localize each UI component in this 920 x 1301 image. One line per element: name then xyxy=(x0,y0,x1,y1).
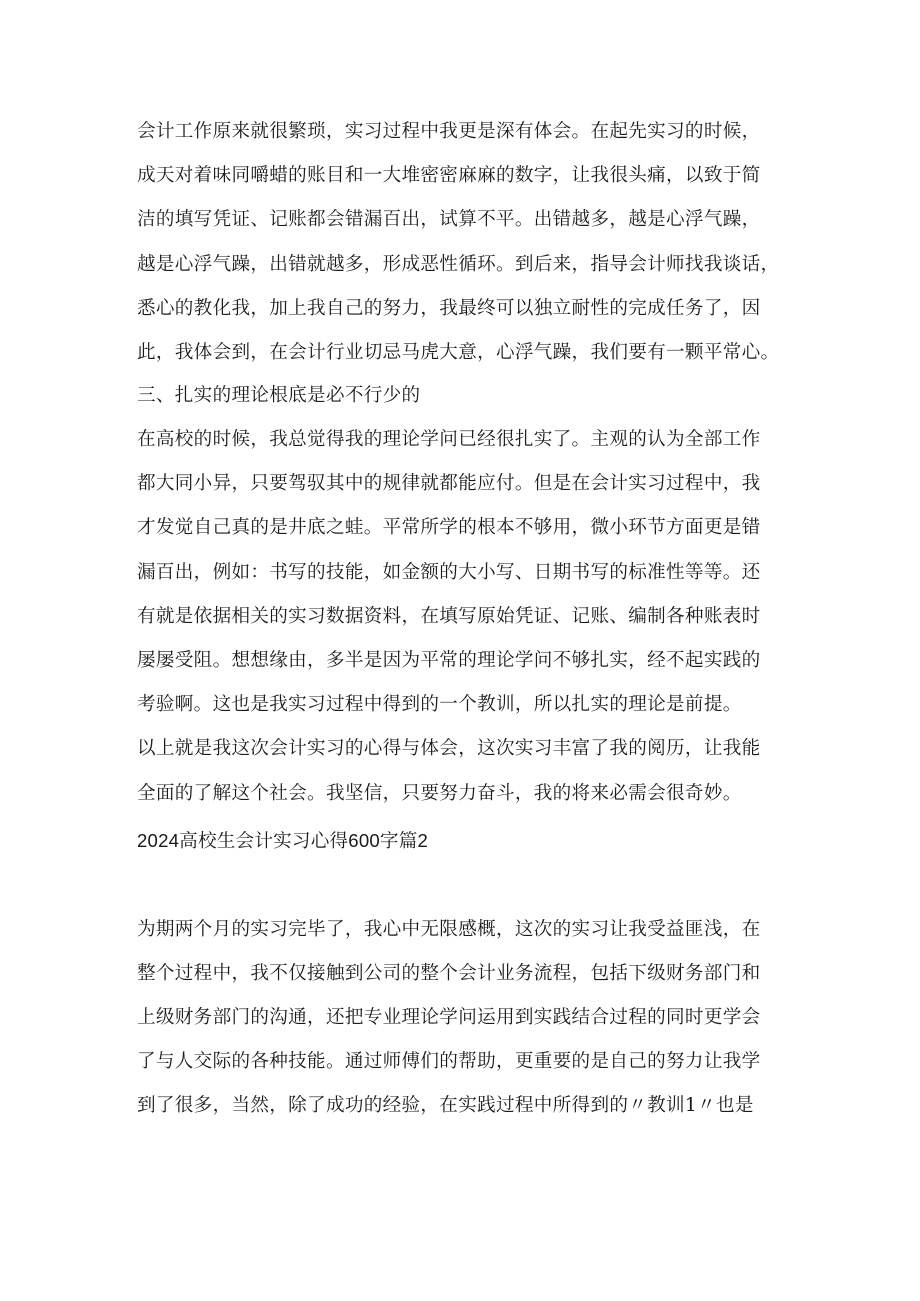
paragraph-line: 越是心浮气躁，出错就越多，形成恶性循环。到后来，指导会计师找我谈话， xyxy=(137,254,780,275)
paragraph-line: 在高校的时候，我总觉得我的理论学问已经很扎实了。主观的认为全部工作 xyxy=(137,429,761,450)
paragraph-line: 成天对着味同嚼蜡的账目和一大堆密密麻麻的数字，让我很头痛，以致于简 xyxy=(137,165,761,186)
paragraph-line: 整个过程中，我不仅接触到公司的整个会计业务流程，包括下级财务部门和 xyxy=(137,963,761,984)
paragraph-line: 到了很多，当然，除了成功的经验，在实践过程中所得到的〃教训1〃也是 xyxy=(137,1095,754,1116)
paragraph-line: 漏百出，例如：书写的技能，如金额的大小写、日期书写的标准性等等。还 xyxy=(137,562,761,583)
document-heading: 2024高校生会计实习心得600字篇2 xyxy=(137,830,429,851)
paragraph-line: 都大同小异，只要驾驭其中的规律就都能应付。但是在会计实习过程中，我 xyxy=(137,473,761,494)
paragraph-line: 屡屡受阻。想想缘由，多半是因为平常的理论学问不够扎实，经不起实践的 xyxy=(137,650,761,671)
paragraph-line: 有就是依据相关的实习数据资料，在填写原始凭证、记账、编制各种账表时 xyxy=(137,606,761,627)
paragraph-line: 洁的填写凭证、记账都会错漏百出，试算不平。出错越多，越是心浮气躁， xyxy=(137,209,761,230)
paragraph-line: 会计工作原来就很繁琐，实习过程中我更是深有体会。在起先实习的时候， xyxy=(137,121,761,142)
paragraph-line: 以上就是我这次会计实习的心得与体会，这次实习丰富了我的阅历，让我能 xyxy=(137,738,761,759)
paragraph-line: 此，我体会到，在会计行业切忌马虎大意，心浮气躁，我们要有一颗平常心。 xyxy=(137,342,780,363)
paragraph-line: 了与人交际的各种技能。通过师傅们的帮助，更重要的是自己的努力让我学 xyxy=(137,1051,761,1072)
paragraph-line: 考验啊。这也是我实习过程中得到的一个教训，所以扎实的理论是前提。 xyxy=(137,694,742,715)
paragraph-line: 上级财务部门的沟通，还把专业理论学问运用到实践结合过程的同时更学会 xyxy=(137,1007,761,1028)
paragraph-line: 才发觉自己真的是井底之蛙。平常所学的根本不够用，微小环节方面更是错 xyxy=(137,517,761,538)
section-heading: 三、扎实的理论根底是必不行少的 xyxy=(137,385,421,406)
paragraph-line: 为期两个月的实习完毕了，我心中无限感概，这次的实习让我受益匪浅，在 xyxy=(137,919,761,940)
paragraph-line: 悉心的教化我，加上我自己的努力，我最终可以独立耐性的完成任务了，因 xyxy=(137,298,761,319)
paragraph-line: 全面的了解这个社会。我坚信，只要努力奋斗，我的将来必需会很奇妙。 xyxy=(137,783,742,804)
